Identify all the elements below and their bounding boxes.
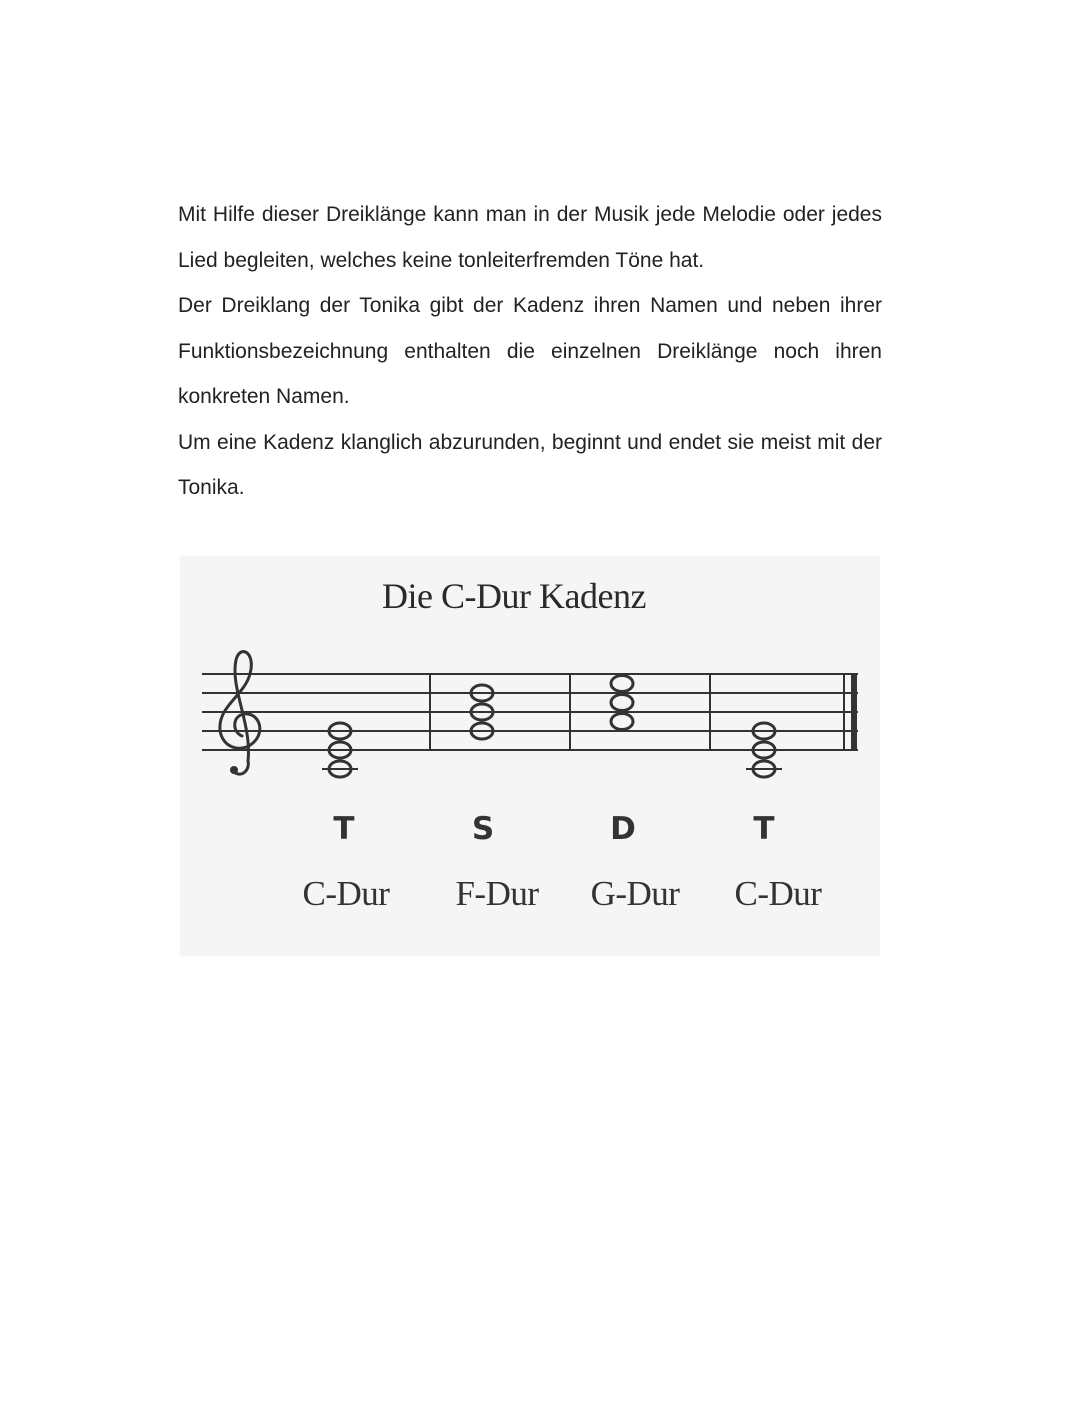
- function-label-dominant: D: [610, 811, 636, 847]
- body-text: [178, 192, 882, 511]
- chord-name-f-major: F-Dur: [455, 874, 539, 913]
- paragraph-3: Um eine Kadenz klanglich abzurunden, beginnt und endet sie meist mit der Tonika.: [178, 430, 882, 499]
- figure-title: Die C-Dur Kadenz: [382, 576, 646, 616]
- whole-note: [611, 714, 633, 730]
- chord-name-g-major: G-Dur: [590, 874, 680, 913]
- function-label-subdominant: S: [471, 811, 495, 847]
- chord-notes: [322, 676, 782, 778]
- cadence-figure: [180, 556, 880, 956]
- function-label-tonic: T: [333, 811, 355, 847]
- whole-note: [611, 676, 633, 692]
- chord-name-c-major: C-Dur: [302, 874, 390, 913]
- chord-name-c-major-end: C-Dur: [734, 874, 822, 913]
- whole-note: [611, 695, 633, 711]
- paragraph-1: Mit Hilfe dieser Dreiklänge kann man in der Musik jede Melodie oder jedes Lied begleiten, welches keine tonleiterfremden Töne hat.: [178, 203, 882, 272]
- paragraph-2: Der Dreiklang der Tonika gibt der Kadenz ihren Namen und neben ihrer Funktionsbezeichnung enthalten die einzelnen Dreiklänge noch ihren konkreten Namen.: [178, 294, 882, 408]
- function-label-tonic-end: T: [753, 811, 775, 847]
